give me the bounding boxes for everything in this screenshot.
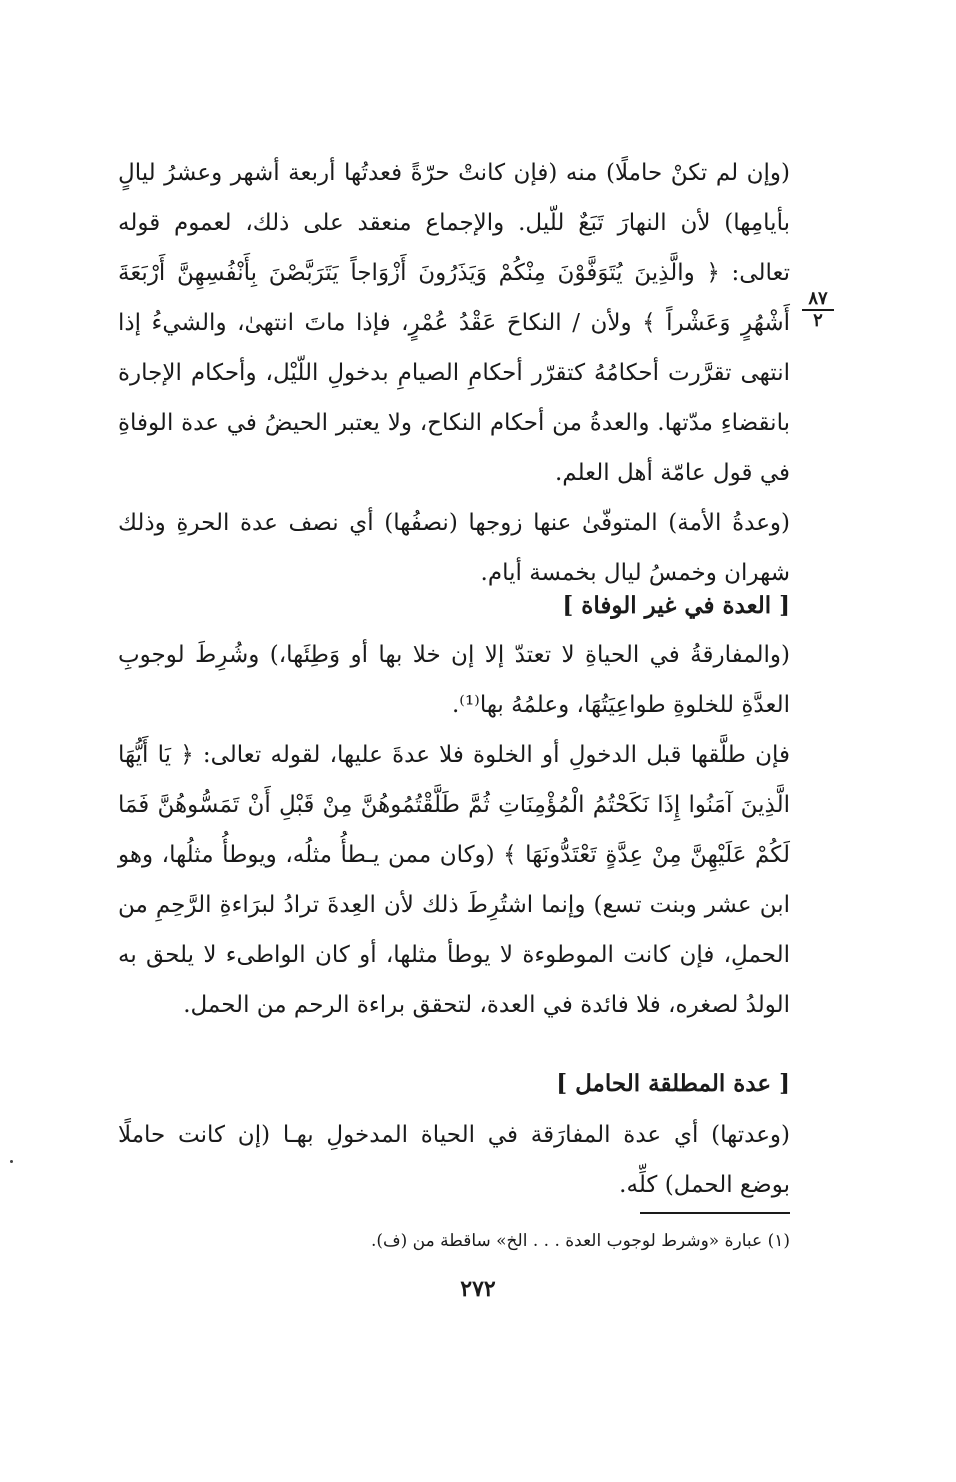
text-section-2 — [118, 630, 790, 1030]
manuscript-folio-marker — [802, 290, 834, 330]
paragraph-pregnant-waiting: (وعدتها) أي عدة المفارَقة في الحياة المدخولِ بهـا (إن كانت حاملًا بوضع الحمل) كلِّه. — [118, 1122, 790, 1198]
scan-speck — [10, 1160, 13, 1163]
folio-number: ٨٧ — [802, 290, 834, 311]
text-section-3 — [118, 1110, 790, 1210]
paragraph-mourning-period: (وإن لم تكنْ حاملًا) منه (فإن كانتْ حرّةً فعدتُها أربعة أشهر وعشرُ ليالٍ بأيامِها) لأن النهارَ تَبَعٌ للّيل. والإجماع منعقد على ذلك، لعموم قوله تعالى: ﴿ والَّذِينَ يُتَوَفَّوْنَ مِنْكُمْ وَيَذَرُونَ أَزْوَاجاً يَتَرَبَّصْنَ بِأَنْفُسِهِنَّ أَرْبَعَةَ أَشْهُرٍ وَعَشْراً ﴾ ولأن / النكاحَ عَقْدُ عُمْرٍ، فإذا ماتَ انتهىٰ، والشيءُ إذا انتهى تقرَّرت أحكامُهُ كتقرّر أحكامِ الصيامِ بدخولِ اللّيْل، وأحكام الإجارة بانقضاءِ مدّتها. والعدةُ من أحكام النكاح، ولا يعتبر الحيضُ في عدة الوفاةِ في قول عامّة أهل العلم. — [118, 160, 790, 486]
section-heading-pregnant-divorcee: [ عدة المطلقة الحامل ] — [556, 1070, 790, 1097]
section-heading-non-death-waiting: [ العدة في غير الوفاة ] — [562, 592, 790, 619]
footnote: (١) عبارة «وشرط لوجوب العدة . . . الخ» ساقطة من (ف). — [370, 1231, 790, 1251]
paragraph-slave-wife-period: (وعدةُ الأمة) المتوفّىٰ عنها زوجها (نصفُها) أي نصف عدة الحرةِ وذلك شهران وخمسُ ليال بخمسة أيام. — [118, 510, 790, 586]
footnote-separator — [640, 1212, 790, 1214]
paragraph-divorce-before-consummation: فإن طلَّقها قبل الدخولِ أو الخلوة فلا عدةَ عليها، لقوله تعالى: ﴿ يَا أَيُّهَا الَّذِينَ آمَنُوا إِذَا نَكَحْتُمُ الْمُؤْمِنَاتِ ثُمَّ طَلَّقْتُمُوهُنَّ مِنْ قَبْلِ أَنْ تَمَسُّوهُنَّ فَمَا لَكُمْ عَلَيْهِنَّ مِنْ عِدَّةٍ تَعْتَدُّونَهَا ﴾ (وكان ممن يـطأُ مثلُه، ويوطأُ مثلُها، وهو ابن عشر وبنت تسع) وإنما اشتُرِطَ ذلك لأن العِدةَ ترادُ لبرَاءةِ الرَّحِمِ من الحملِ، فإن كانت الموطوءة لا يوطأ مثلها، أو كان الواطىء لا يلحق به الولدُ لصغره، فلا فائدة في العدة، لتحقق براءة الرحم من الحمل. — [118, 742, 790, 1018]
folio-side: ٢ — [813, 310, 823, 331]
text-section-1 — [118, 148, 790, 598]
paragraph-separated-in-life: (والمفارقةُ في الحياةِ لا تعتدّ إلا إن خلا بها أو وَطِئَها،) وشُرِطَ لوجوبِ العدَّةِ للخلوةِ طواعِيَتُهَا، وعلمُهُ بها⁽¹⁾. — [118, 642, 790, 718]
page-number: ٢٧٢ — [460, 1276, 496, 1302]
